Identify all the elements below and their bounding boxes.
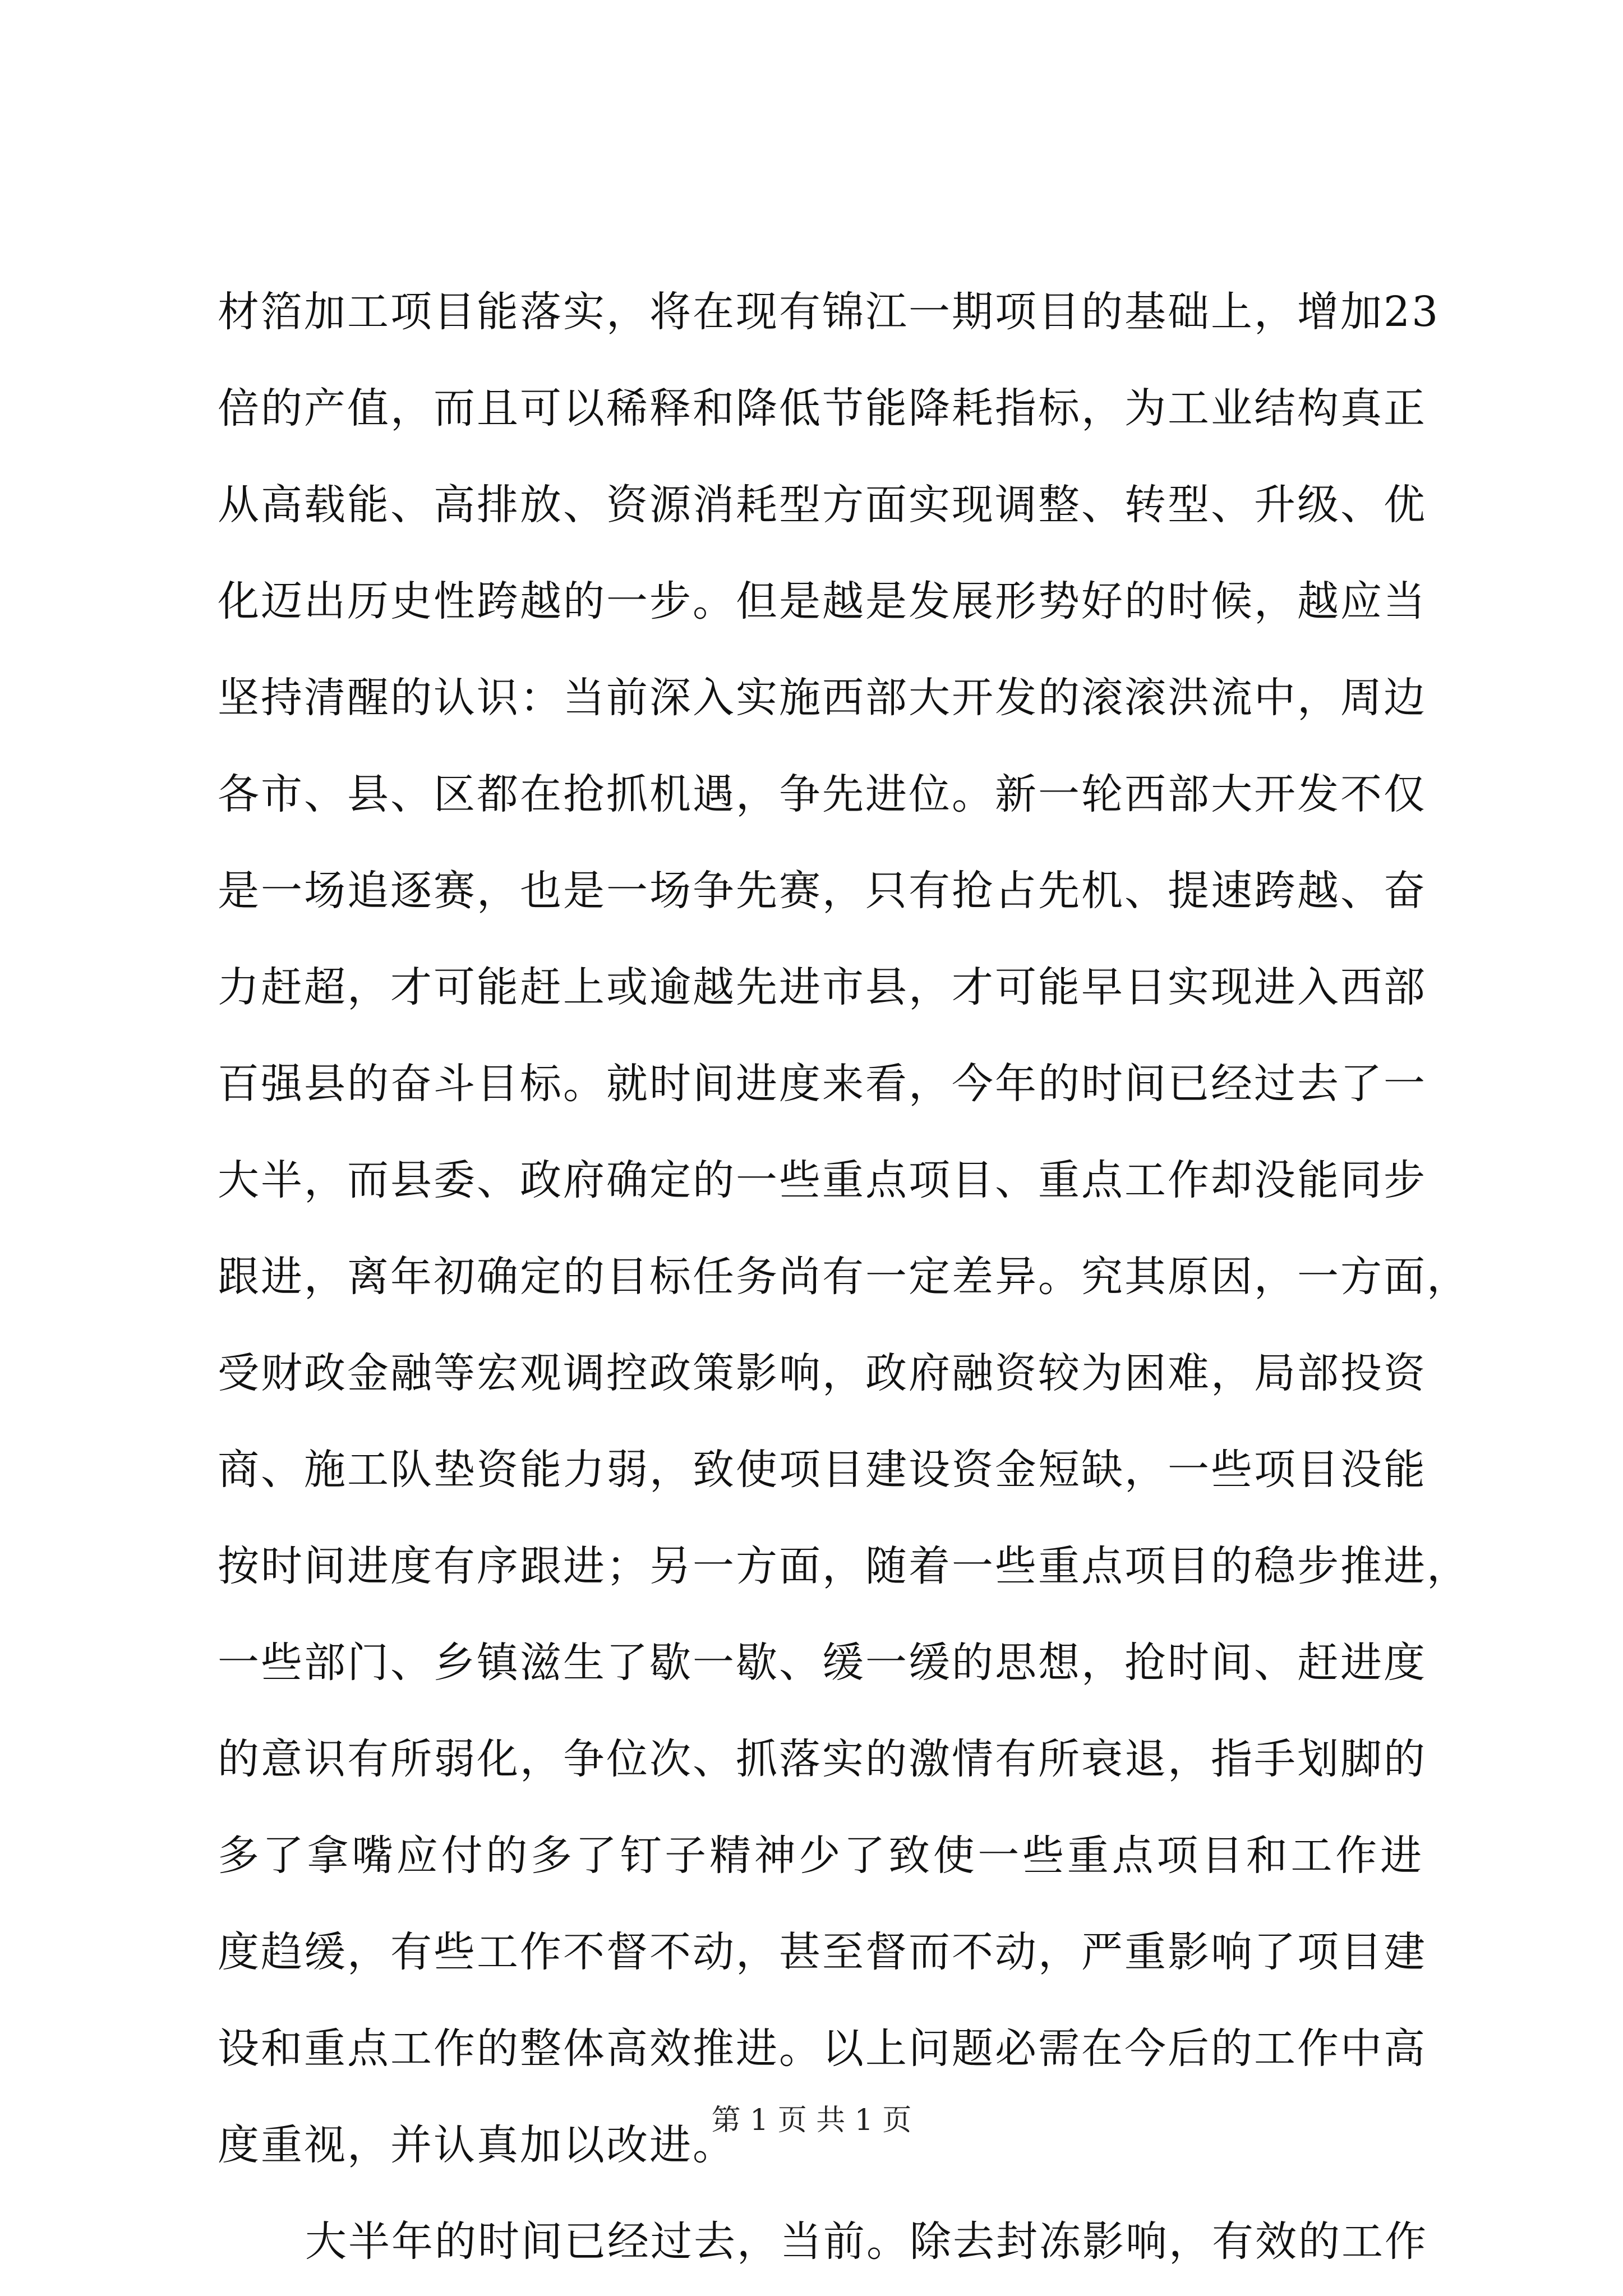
text-line: 化迈出历史性跨越的一步。但是越是发展形势好的时候，越应当 [218,577,1427,625]
text-line: 倍的产值，而且可以稀释和降低节能降耗指标，为工业结构真正 [218,384,1427,432]
text-line-paragraph-start: 大半年的时间已经过去，当前。除去封冻影响，有效的工作 [305,2217,1428,2266]
text-line: 跟进，离年初确定的目标任务尚有一定差异。究其原因，一方面， [218,1253,1470,1301]
text-line: 坚持清醒的认识：当前深入实施西部大开发的滚滚洪流中，周边 [218,674,1427,722]
text-line: 按时间进度有序跟进；另一方面，随着一些重点项目的稳步推进， [218,1542,1470,1590]
page-number-footer: 第 1 页 共 1 页 [711,2104,912,2137]
text-line: 大半，而县委、政府确定的一些重点项目、重点工作却没能同步 [218,1156,1427,1204]
text-line: 材箔加工项目能落实，将在现有锦江一期项目的基础上，增加23 [218,288,1440,336]
text-line: 受财政金融等宏观调控政策影响，政府融资较为困难，局部投资 [218,1349,1427,1397]
text-line: 商、施工队垫资能力弱，致使项目建设资金短缺，一些项目没能 [218,1446,1427,1494]
text-line: 的意识有所弱化，争位次、抓落实的激情有所衰退，指手划脚的 [218,1735,1427,1783]
text-line: 是一场追逐赛，也是一场争先赛，只有抢占先机、提速跨越、奋 [218,867,1427,915]
text-line: 设和重点工作的整体高效推进。以上问题必需在今后的工作中高 [218,2024,1427,2073]
text-line: 度趋缓，有些工作不督不动，甚至督而不动，严重影响了项目建 [218,1928,1427,1976]
text-line: 力赶超，才可能赶上或逾越先进市县，才可能早日实现进入西部 [218,963,1427,1011]
text-line: 一些部门、乡镇滋生了歇一歇、缓一缓的思想，抢时间、赶进度 [218,1639,1427,1687]
text-line: 从高载能、高排放、资源消耗型方面实现调整、转型、升级、优 [218,481,1427,529]
text-line: 多了拿嘴应付的多了钉子精神少了致使一些重点项目和工作进 [218,1832,1423,1880]
text-line-paragraph-end: 度重视，并认真加以改进。 [218,2121,736,2169]
text-line: 百强县的奋斗目标。就时间进度来看，今年的时间已经过去了一 [218,1060,1427,1108]
document-body [218,264,1470,2290]
text-line: 各市、县、区都在抢抓机遇，争先进位。新一轮西部大开发不仅 [218,770,1427,818]
